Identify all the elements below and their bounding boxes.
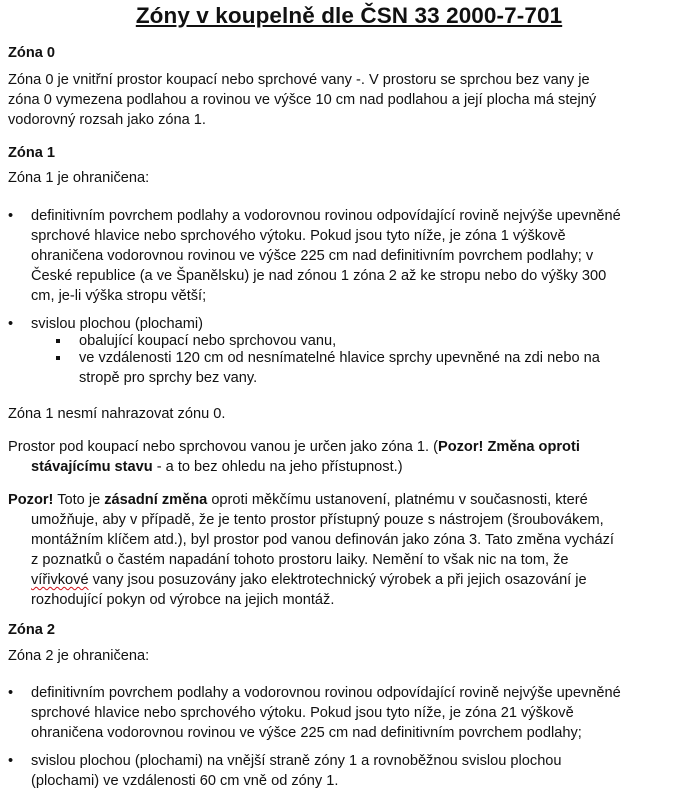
under-tub-text: Prostor pod koupací nebo sprchovou vanou je určen jako zóna 1. ( [8, 439, 438, 455]
under-tub-warning-cont: stávajícímu stavu [31, 459, 153, 475]
under-tub-text-cont: - a to bez ohledu na jeho přístupnost.) [152, 459, 403, 475]
bullet-icon: • [8, 316, 14, 332]
bullet-icon: • [8, 208, 14, 224]
warning-emphasis: zásadní změna [104, 492, 208, 508]
bullet-text [31, 206, 621, 306]
zone2-heading: Zóna 2 [8, 622, 56, 638]
bullet-line: definitivním povrchem podlahy a vodorovnou rovinou odpovídající rovině nejvýše upevněné [31, 685, 621, 701]
zone1-intro: Zóna 1 je ohraničena: [8, 170, 150, 186]
warning-text: vany jsou posuzovány jako elektrotechnický výrobek a při jejich osazování je [88, 572, 587, 588]
bullet-text [31, 751, 562, 791]
sub-line: ve vzdálenosti 120 cm od nesnímatelné hlavice sprchy upevněné na zdi nebo na [79, 350, 600, 366]
bullet-line: (plochami) ve vzdálenosti 60 cm vně od zóny 1. [31, 773, 339, 789]
bullet-text: svislou plochou (plochami) [31, 316, 203, 332]
bullet-line: svislou plochou (plochami) na vnější straně zóny 1 a rovnoběžnou svislou plochou [31, 753, 562, 769]
warning-text: oproti měkčímu ustanovení, platnému v současnosti, které [207, 492, 588, 508]
zone1-not-replace: Zóna 1 nesmí nahrazovat zónu 0. [8, 406, 226, 422]
spellcheck-word: vířivkové [31, 572, 89, 588]
zone0-line: Zóna 0 je vnitřní prostor koupací nebo sprchové vany -. V prostoru se sprchou bez vany je [8, 72, 590, 88]
bullet-line: ohraničena vodorovnou rovinou ve výšce 225 cm nad definitivním povrchem podlahy; v [31, 248, 594, 264]
bullet-line: definitivním povrchem podlahy a vodorovnou rovinou odpovídající rovině nejvýše upevněné [31, 208, 621, 224]
bullet-line: ohraničena vodorovnou rovinou ve výšce 225 cm nad definitivním povrchem podlahy; [31, 725, 582, 741]
warning-paragraph [8, 490, 614, 610]
warning-line: z poznatků o častém napadání tohoto prostoru laiky. Nemění to však nic na tom, že [31, 552, 569, 568]
bullet-text [31, 683, 621, 743]
zone2-intro: Zóna 2 je ohraničena: [8, 648, 150, 664]
bullet-line: České republice (a ve Španělsku) je nad zónou 1 zóna 2 až ke stropu nebo do výšky 300 [31, 268, 607, 284]
bullet-icon: • [8, 685, 14, 701]
warning-line: rozhodující pokyn od výrobce na jejich montáž. [31, 592, 335, 608]
zone1-under-tub [8, 437, 580, 477]
document-title: Zóny v koupelně dle ČSN 33 2000-7-701 [135, 3, 563, 28]
zone1-sub-tub: obalující koupací nebo sprchovou vanu, [79, 333, 337, 349]
warning-text: Toto je [53, 492, 105, 508]
zone0-paragraph [8, 70, 596, 130]
bullet-line: sprchové hlavice nebo sprchového výtoku. Pokud jsou tyto níže, je zóna 21 výškově [31, 705, 574, 721]
square-bullet-icon [56, 356, 60, 360]
under-tub-warning: Pozor! Změna oproti [437, 439, 580, 455]
sub-line: stropě pro sprchy bez vany. [79, 370, 258, 386]
zone0-line: zóna 0 vymezena podlahou a rovinou ve výšce 10 cm nad podlahou a její plocha má stejný [8, 92, 597, 108]
bullet-line: cm, je-li výška stropu větší; [31, 288, 207, 304]
zone1-heading: Zóna 1 [8, 145, 56, 161]
zone0-heading: Zóna 0 [8, 45, 56, 61]
bullet-line: sprchové hlavice nebo sprchového výtoku. Pokud jsou tyto níže, je zóna 1 výškově [31, 228, 566, 244]
square-bullet-icon [56, 339, 60, 343]
warning-label: Pozor! [8, 492, 54, 508]
zone0-line: vodorovný rozsah jako zóna 1. [8, 112, 206, 128]
bullet-icon: • [8, 753, 14, 769]
warning-line: montážním klíčem atd.), byl prostor pod vanou definován jako zóna 3. Tato změna vychází [31, 532, 614, 548]
warning-line: umožňuje, aby v případě, že je tento prostor přístupný pouze s nástrojem (šroubovákem, [31, 512, 604, 528]
zone1-sub-shower [79, 348, 600, 388]
